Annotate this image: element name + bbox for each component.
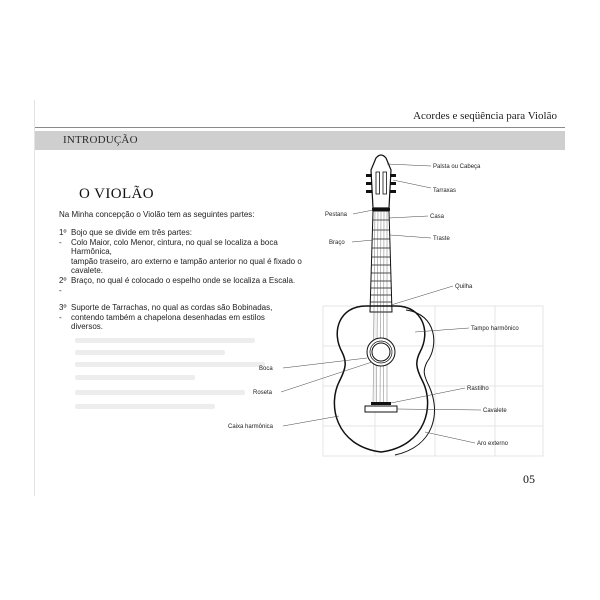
page-number: 05	[523, 472, 535, 486]
label-palheta: Palsta ou Cabeça	[433, 164, 481, 170]
label-roseta: Roseta	[253, 390, 273, 396]
label-tampo: Tampo harmônico	[471, 326, 519, 332]
running-head: Acordes e seqüência para Violão	[413, 110, 557, 122]
section-title: INTRODUÇÃO	[63, 134, 138, 146]
label-casa: Casa	[430, 214, 445, 220]
item-number: 2º -	[59, 276, 67, 295]
item-line: Colo Maior, colo Menor, cintura, no qual se localiza a boca Harmônica,	[71, 237, 278, 256]
item-line: Braço, no qual é colocado o espelho onde se localiza a Escala.	[71, 276, 296, 285]
item-line: Bojo que se divide em três partes:	[71, 228, 192, 237]
label-tarraxas: Tarraxas	[433, 188, 457, 194]
label-caixa: Caixa harmônica	[228, 424, 274, 430]
guitar-diagram	[35, 100, 565, 496]
label-pestana: Pestana	[325, 212, 348, 218]
label-braco: Braço	[329, 240, 345, 246]
item-number: 1º -	[59, 228, 67, 247]
label-boca: Boca	[259, 366, 273, 372]
item-line: tampão traseiro, aro externo e tampão anterior no qual é fixado o cavalete.	[71, 256, 302, 275]
intro-text: Na Minha concepção o Violão tem as seguintes partes:	[59, 210, 255, 219]
main-heading: O VIOLÃO	[79, 186, 154, 202]
label-rastilho: Rastilho	[467, 386, 489, 392]
item-line: contendo também a chapelona desenhadas em estilos	[71, 312, 265, 322]
label-cavalete: Cavalete	[483, 408, 507, 414]
item-line: diversos.	[71, 322, 104, 331]
book-page	[34, 100, 565, 496]
label-quilha: Quilha	[455, 284, 473, 290]
guitar-illustration	[334, 155, 434, 455]
item-line: Suporte de Tarrachas, no qual as cordas são Bobinadas,	[71, 303, 273, 312]
label-aro: Aro externo	[477, 441, 509, 447]
label-traste: Traste	[433, 236, 450, 242]
item-number: 3º -	[59, 303, 67, 322]
